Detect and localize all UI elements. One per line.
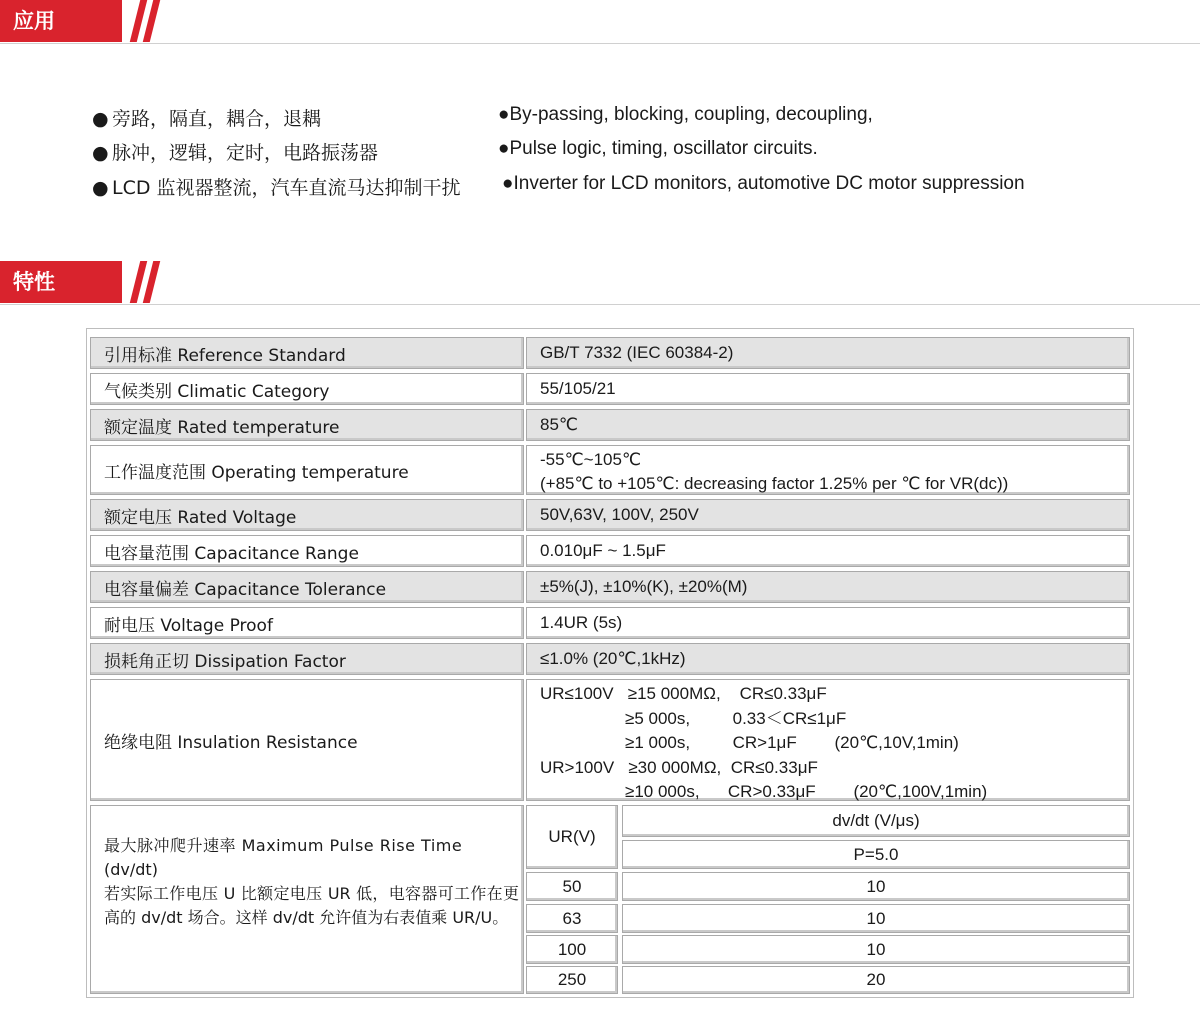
spec-value: 0.010μF ~ 1.5μF xyxy=(526,535,1130,567)
spec-label: 电容量范围 Capacitance Range xyxy=(90,535,524,567)
applications-title: 应用 xyxy=(0,0,122,42)
ur-header: UR(V) xyxy=(526,805,618,869)
spec-label: 损耗角正切 Dissipation Factor xyxy=(90,643,524,675)
pulse-label: 最大脉冲爬升速率 Maximum Pulse Rise Time xyxy=(104,836,463,855)
spec-value: 50V,63V, 100V, 250V xyxy=(526,499,1130,531)
value-line: (+85℃ to +105℃: decreasing factor 1.25% per ℃ for VR(dc)) xyxy=(540,474,1009,493)
spec-label: 引用标准 Reference Standard xyxy=(90,337,524,369)
specification-table xyxy=(86,328,1134,998)
pulse-label-unit: (dv/dt) xyxy=(104,860,158,879)
spec-label: 额定温度 Rated temperature xyxy=(90,409,524,441)
spec-label: 电容量偏差 Capacitance Tolerance xyxy=(90,571,524,603)
application-item xyxy=(0,173,1200,207)
spec-value: ±5%(J), ±10%(K), ±20%(M) xyxy=(526,571,1130,603)
ur-value: 50 xyxy=(526,872,618,901)
value-line: -55℃~105℃ xyxy=(540,450,642,469)
p-header: P=5.0 xyxy=(622,840,1130,869)
bullet-icon: ● xyxy=(92,177,109,199)
dvdt-header: dv/dt (V/μs) xyxy=(622,805,1130,837)
application-item xyxy=(0,104,1200,138)
section-header-characteristics xyxy=(0,261,1200,305)
header-rule xyxy=(0,304,1200,305)
pulse-rise-description xyxy=(90,805,524,994)
value-line: ≥10 000s, CR>0.33μF (20℃,100V,1min) xyxy=(540,782,988,801)
header-rule xyxy=(0,43,1200,44)
ur-value: 63 xyxy=(526,904,618,933)
spec-label: 绝缘电阻 Insulation Resistance xyxy=(90,679,524,801)
application-cn: ● 旁路，隔直，耦合，退耦 xyxy=(92,108,322,130)
dvdt-value: 10 xyxy=(622,935,1130,964)
pulse-note: 若实际工作电压 U 比额定电压 UR 低，电容器可工作在更高的 dv/dt 场合。这样 dv/dt 允许值为右表值乘 UR/U。 xyxy=(104,884,519,927)
spec-value: 85℃ xyxy=(526,409,1130,441)
section-header-applications xyxy=(0,0,1200,44)
spec-label: 额定电压 Rated Voltage xyxy=(90,499,524,531)
application-item xyxy=(0,138,1200,172)
characteristics-title: 特性 xyxy=(0,261,122,303)
value-line: ≥1 000s, CR>1μF (20℃,10V,1min) xyxy=(540,733,959,752)
ur-value: 250 xyxy=(526,966,618,994)
spec-value xyxy=(526,679,1130,801)
dvdt-value: 10 xyxy=(622,904,1130,933)
value-line: ≥5 000s, 0.33＜CR≤1μF xyxy=(540,708,847,728)
application-en: ●By-passing, blocking, coupling, decoupling, xyxy=(498,104,873,125)
dvdt-value: 20 xyxy=(622,966,1130,994)
spec-label: 耐电压 Voltage Proof xyxy=(90,607,524,639)
application-cn: ● LCD 监视器整流，汽车直流马达抑制干扰 xyxy=(92,177,461,199)
spec-value: 55/105/21 xyxy=(526,373,1130,405)
value-line: UR≤100V ≥15 000MΩ, CR≤0.33μF xyxy=(540,684,827,703)
spec-value: ≤1.0% (20℃,1kHz) xyxy=(526,643,1130,675)
ur-value: 100 xyxy=(526,935,618,964)
application-en: ●Pulse logic, timing, oscillator circuits. xyxy=(498,138,818,159)
value-line: UR>100V ≥30 000MΩ, CR≤0.33μF xyxy=(540,757,818,777)
spec-value: 1.4UR (5s) xyxy=(526,607,1130,639)
spec-label: 气候类别 Climatic Category xyxy=(90,373,524,405)
dvdt-value: 10 xyxy=(622,872,1130,901)
application-cn: ● 脉冲，逻辑，定时，电路振荡器 xyxy=(92,142,379,164)
bullet-icon: ● xyxy=(92,142,109,164)
spec-label: 工作温度范围 Operating temperature xyxy=(90,445,524,495)
spec-value: GB/T 7332 (IEC 60384-2) xyxy=(526,337,1130,369)
spec-value xyxy=(526,445,1130,495)
application-en: ●Inverter for LCD monitors, automotive DC motor suppression xyxy=(502,173,1025,194)
bullet-icon: ● xyxy=(92,108,109,130)
